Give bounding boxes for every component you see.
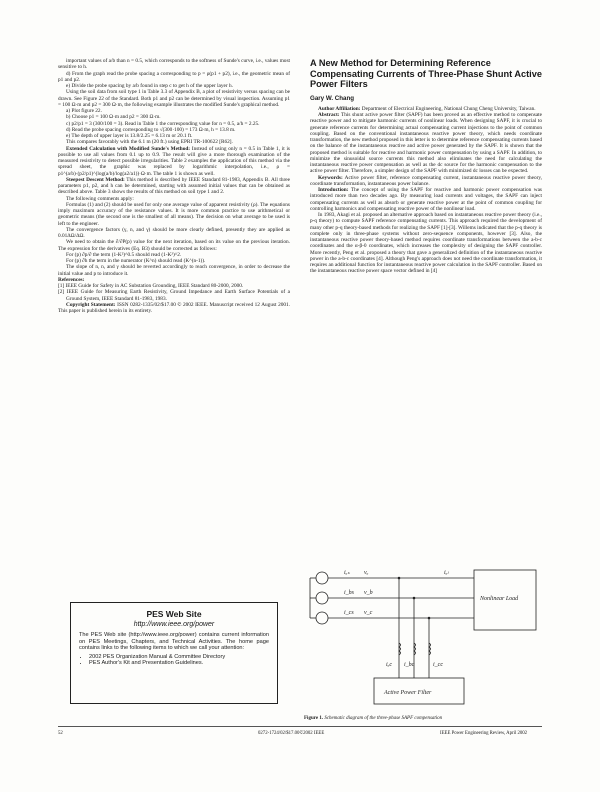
web-site-item: • 2002 PES Organization Manual & Committee Directory bbox=[89, 654, 269, 661]
body-paragraph: b) Choose p1 = 100 Ω·m and p2 = 300 Ω·m. bbox=[66, 114, 161, 121]
run-in-heading: Abstract: bbox=[318, 112, 340, 118]
body-paragraph: a) Plot figure 22. bbox=[66, 108, 102, 114]
paragraph-text: Instead of using only n = 0.5 in Table 1, it is possible to use all values from 0.1 up to 0.9. The result will give a more thorough examination of the measured resistivity to detect possible irregularities. Table 2 examples the application of this method via the spread sheet, the graphic was replaced by logarithmic interpolation, i.e., ρ = p1^(a/b)·(p2/p1)^(log(a/b)/log(a2/a1))·Ω·m. The table 1 is shown as well. bbox=[58, 145, 290, 177]
label-vc: v_c bbox=[364, 610, 373, 616]
label-ibc: i_bc bbox=[404, 662, 415, 668]
paragraph-text: ISSN 0282-1335/02/$17.00 © 2002 IEEE. Manuscript received 12 August 2001. This paper is published herein in its entirety. bbox=[58, 301, 290, 314]
run-in-heading: Author Affiliation: bbox=[318, 105, 361, 112]
figure-number: Figure 1. bbox=[304, 716, 324, 721]
source-c bbox=[316, 612, 328, 624]
body-paragraph bbox=[58, 302, 290, 315]
body-paragraph bbox=[310, 175, 542, 188]
article-title: A New Method for Determining Reference Compensating Currents of Three-Phase Shunt Active Power Filters bbox=[310, 58, 542, 89]
run-in-heading: Steepest Descent Method: bbox=[66, 176, 125, 183]
body-paragraph bbox=[58, 146, 290, 177]
pes-web-site-box bbox=[70, 602, 278, 704]
reference-item: [2] IEEE Guide for Measuring Earth Resistivity, Ground Impedance and Earth Surface Potentials of a Ground System, IEEE Standard 81-1983, 1983. bbox=[58, 289, 290, 302]
figure-caption bbox=[304, 716, 542, 721]
body-paragraph: For (p) ∂p/∂ the term (1-K²)^0.5 should read (1-K²)^2. bbox=[66, 251, 182, 258]
right-column bbox=[310, 58, 542, 275]
label-load: Nonlinear Load bbox=[480, 596, 519, 602]
sapf-schematic-figure bbox=[304, 548, 542, 714]
source-a bbox=[316, 572, 328, 584]
body-paragraph bbox=[310, 187, 542, 212]
body-paragraph: The convergence factors (γ, n, and γ) should be more clearly defined, presently they are applied as 0.01ΔΩ/ΔΩ. bbox=[58, 226, 290, 239]
body-paragraph: e) The depth of upper layer is 13.8/2.25 = 6.13 m or 20.1 ft. bbox=[66, 133, 193, 139]
paragraph-text: Department of Electrical Engineering, National Chung Cheng University, Taiwan. bbox=[360, 105, 536, 112]
left-column bbox=[58, 58, 290, 314]
body-paragraph: The slope of n, n, and γ should be reverted accordingly to reach convergence, in order to decrease the initial value and p to introduce it. bbox=[58, 264, 290, 277]
body-paragraph: Using the soil data from soil type 1 in Table 3.3 of Appendix B, a plot of resistivity versus spacing can be drawn. See Figure 22 of the Standard. Both p1 and p2 can be determined by visual inspection. Assuming p1 = 100 Ω·m and p2 = 300 Ω·m, the following example illustrates the modified Sunde's graphical method. bbox=[58, 89, 290, 108]
article-author: Gary W. Chang bbox=[310, 94, 355, 102]
source-b bbox=[316, 592, 328, 604]
run-in-heading: Copyright Statement: bbox=[66, 301, 116, 308]
run-in-heading: Introduction: bbox=[318, 187, 349, 193]
web-site-title: PES Web Site bbox=[146, 609, 202, 619]
paragraph-text: Active power filter, reference compensating current, instantaneous reactive power theory, coordinate transformation, instantaneous power balance. bbox=[310, 174, 542, 187]
body-paragraph: d) Read the probe spacing corresponding to √(300·100) = 173 Ω·m, h = 13.8 m. bbox=[66, 126, 236, 133]
section-heading: References: bbox=[58, 276, 85, 283]
label-apf: Active Power Filter bbox=[384, 690, 432, 696]
journal-line: IEEE Power Engineering Review, April 2002 bbox=[440, 731, 528, 736]
label-iac: iₐc bbox=[386, 662, 393, 668]
web-site-list bbox=[79, 654, 269, 667]
label-ias: iₐₛ bbox=[344, 570, 350, 576]
page-number: 52 bbox=[58, 731, 63, 736]
body-paragraph: The following comments apply: bbox=[66, 195, 134, 202]
paragraph-text: This shunt active power filter (SAPF) has been proved as an effective method to compensate reactive power and to mitigate harmonic currents of nonlinear loads. When designing SAPF, it is crucial to generate reference currents for determining actual compensating current injections to the point of common coupling. Based on the conventional instantaneous reactive power theory, which needs coordinate transformation, the new method proposed in this letter is to determine reference compensating currents based on the balance of the instantaneous reactive and active power generated by the SAPF. It is shown that the proposed method is suitable for reactive and harmonic power compensation by using a SAPF. In addition, to minimize the sinusoidal source currents this method also eliminates the need for calculating the instantaneous reactive power compensation as well as the dc source for the harmonic compensation to the active power filter. Therefore, a simpler design of the SAPF with minimized dc losses can be expected. bbox=[310, 112, 542, 175]
figure-caption-text: Schematic diagram of the three-phase SAPF compensation bbox=[324, 716, 443, 721]
body-paragraph: d) From the graph read the probe spacing a corresponding to p = ρ(p1 + p2), i.e., the geometric mean of p1 and p2. bbox=[58, 70, 290, 83]
label-icc: i_cc bbox=[433, 662, 443, 668]
body-paragraph bbox=[310, 112, 542, 175]
web-site-description: The PES Web site (http://www.ieee.org/power) contains current information on PES Meetings, Chapters, and Technical Activities. The home page contains links to the following items to which we call your attention: bbox=[79, 632, 269, 652]
label-ics: i_cs bbox=[344, 610, 354, 616]
label-ial: iₐₗ bbox=[444, 570, 449, 576]
article-body bbox=[310, 106, 542, 275]
reference-item: [1] IEEE Guide for Safety in AC Substation Grounding, IEEE Standard 80-2000, 2000. bbox=[58, 283, 244, 289]
web-site-url[interactable]: http://www.ieee.org/power bbox=[133, 621, 215, 628]
web-site-item: • PES Author's Kit and Presentation Guidelines. bbox=[89, 660, 269, 667]
body-paragraph bbox=[310, 212, 542, 275]
label-va: vₐ bbox=[364, 570, 369, 576]
paragraph-text: In 1983, Akagi et al. proposed an alternative approach based on instantaneous reactive power theory (i.e., p-q theory) to compute SAPF reference compensating currents. This approach required the development of many other p-q theory-based methods for realizing the SAPF [1]-[3]. Willems indicated that the p-q theory is complete only in three-phase systems without zero-sequence components, however [3]. Also, the instantaneous reactive power theory-based method requires coordinate transformations between the a-b-c coordinates and the α-β-0 coordinates, which increases the complexity of designing the SAPF controller. More recently, Peng et al. proposed a theory that gave a generalized definition of the instantaneous reactive power in the a-b-c coordinates [4]. Although Peng's approach does not need the coordinate transformation, it requires an additional function for instantaneous reactive power calculation in the SAPF controller. Based on the instantaneous reactive power space vector defined in [4] bbox=[310, 212, 542, 275]
paragraph-text: This method is described by IEEE Standard 81-1983, Appendix B. All three parameters p1, p2, and h can be determined, starting with assumed initial values that can be obtained as described above. Table 3 shows the results of this method on soil type 1 and 2. bbox=[58, 176, 290, 196]
run-in-heading: Keywords: bbox=[318, 174, 343, 181]
body-paragraph: We need to obtain the ∂/∂P(p) value for the next iteration, based on its value on the previous iteration. The expression for the derivatives (Eq. B3) should be corrected as follows: bbox=[58, 239, 290, 252]
issn-line: 0272-1724/02/$17.00©2002 IEEE bbox=[258, 731, 325, 736]
body-paragraph: e) Divide the probe spacing by a/b found in step c to get h of the upper layer h. bbox=[66, 83, 233, 89]
body-paragraph bbox=[58, 177, 290, 196]
paragraph-text: The concept of using the SAPF for reactive and harmonic power compensation was introduced more than two decades ago. By measuring load currents and voltages, the SAPF can inject compensating currents as well as absorb or generate reactive power at the point of common coupling for controlling harmonics and compensating reactive power of the nonlinear load. bbox=[310, 187, 542, 212]
label-ibs: i_bs bbox=[344, 590, 355, 596]
body-paragraph: c) p2/p1 = 3 (300/100 = 3). Read in Table 1 the corresponding value for n = 0.5, a/h = 2.25. bbox=[66, 120, 260, 127]
body-paragraph: important values of a/b than n = 0.5, which corresponds to the softness of Sunde's curve, i.e., values most sensitive to h. bbox=[58, 58, 290, 71]
footer-rule bbox=[58, 726, 542, 727]
body-paragraph: This compares favorably with the 6.1 m (20 ft.) using EPRI TR-100622 [R62]. bbox=[66, 139, 233, 146]
body-paragraph: Formulas (1) and (2) should be used for only one average value of apparent resistivity (ρ). The equations imply maximum accuracy of the resistance values. It is more common practice to use arithmetical or geometric means (the second one is the smallest of all means). The decision on what average to be used is left to the engineer. bbox=[58, 201, 290, 227]
body-paragraph: For (p) ∂h the term in the numerator (K^n) should read (K^(n-1)). bbox=[66, 258, 206, 264]
label-vb: v_b bbox=[364, 590, 373, 596]
run-in-heading: Extended Calculation with Modified Sunde's Method: bbox=[66, 145, 191, 152]
